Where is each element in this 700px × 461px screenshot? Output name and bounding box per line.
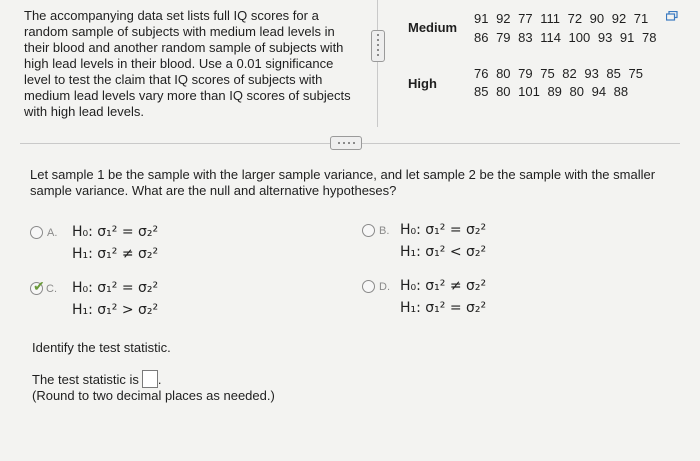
radio-icon[interactable] bbox=[30, 278, 45, 295]
high-row-2: 85 80 101 89 80 94 88 bbox=[474, 84, 629, 99]
option-c[interactable] bbox=[30, 278, 57, 295]
medium-row-1: 91 92 77 111 72 90 92 71 bbox=[474, 11, 649, 26]
test-statistic-label: The test statistic is bbox=[32, 371, 139, 387]
vertical-resize-handle[interactable] bbox=[371, 30, 385, 62]
followup-prompt: Identify the test statistic. bbox=[32, 340, 171, 355]
option-letter: D. bbox=[379, 280, 390, 293]
option-c-h1: H₁: σ₁² > σ₂² bbox=[72, 302, 159, 318]
horizontal-resize-handle[interactable] bbox=[330, 136, 362, 150]
medium-row-2: 86 79 83 114 100 93 91 78 bbox=[474, 30, 657, 45]
option-d[interactable] bbox=[362, 280, 390, 293]
question-text: Let sample 1 be the sample with the larger sample variance, and let sample 2 be the sample with the smaller sample variance. What are the null and alternative hypotheses? bbox=[30, 167, 656, 198]
radio-icon[interactable] bbox=[362, 224, 375, 237]
high-label: High bbox=[408, 76, 437, 91]
option-b-h0: H₀: σ₁² = σ₂² bbox=[400, 222, 487, 238]
medium-label: Medium bbox=[408, 20, 458, 35]
rounding-note: (Round to two decimal places as needed.) bbox=[32, 388, 275, 403]
option-d-h0: H₀: σ₁² ≠ σ₂² bbox=[400, 278, 487, 294]
problem-intro: The accompanying data set lists full IQ scores for a random sample of subjects with medium lead levels in their blood and another random sample of subjects with high lead levels in their blood. Use a 0.01 significance level to test the claim that IQ scores of subjects with medium lead levels vary more than IQ scores of subjects with high lead levels. bbox=[24, 8, 351, 119]
radio-icon[interactable] bbox=[362, 280, 375, 293]
test-statistic-period: . bbox=[157, 371, 162, 387]
option-a-h1: H₁: σ₁² ≠ σ₂² bbox=[72, 246, 159, 262]
test-statistic-line bbox=[32, 370, 162, 388]
option-b-h1: H₁: σ₁² < σ₂² bbox=[400, 244, 487, 260]
copy-icon[interactable] bbox=[666, 11, 678, 21]
option-a-h0: H₀: σ₁² = σ₂² bbox=[72, 224, 159, 240]
option-letter: A. bbox=[47, 226, 58, 239]
test-statistic-input[interactable] bbox=[142, 370, 158, 388]
option-letter: C. bbox=[46, 282, 57, 295]
option-b[interactable] bbox=[362, 224, 389, 237]
panel-divider bbox=[377, 0, 378, 127]
option-d-h1: H₁: σ₁² = σ₂² bbox=[400, 300, 487, 316]
radio-icon[interactable] bbox=[30, 226, 43, 239]
high-row-1: 76 80 79 75 82 93 85 75 bbox=[474, 66, 643, 81]
check-icon: ✔ bbox=[33, 278, 45, 294]
option-letter: B. bbox=[379, 224, 390, 237]
option-a[interactable] bbox=[30, 226, 57, 239]
option-c-h0: H₀: σ₁² = σ₂² bbox=[72, 280, 159, 296]
